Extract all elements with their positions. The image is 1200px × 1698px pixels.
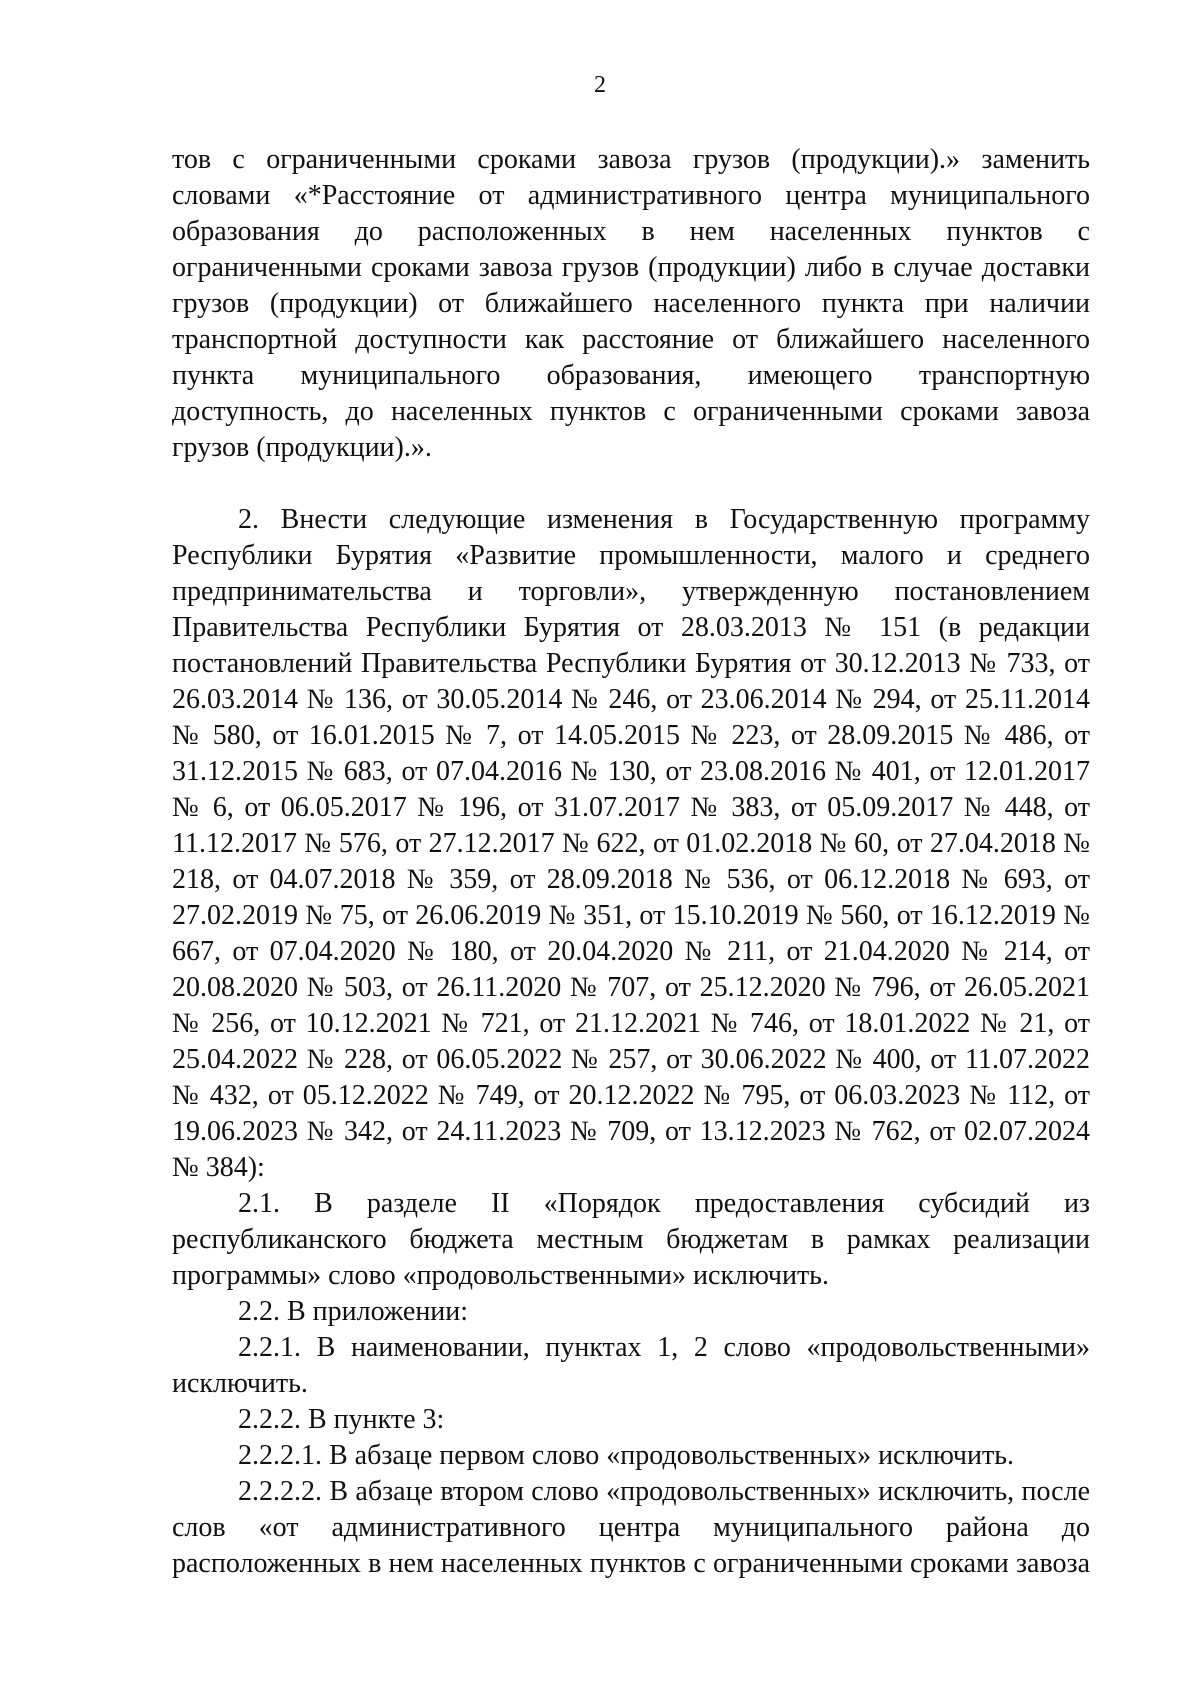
paragraph-item-2-2-2-2: 2.2.2.2. В абзаце втором слово «продовольственных» исключить, после слов «от административного центра муниципального района до расположенных в нем населенных пунктов с ограниченными сроками завоза: [172, 1476, 1090, 1579]
paragraph-item-2-2-2: 2.2.2. В пункте 3:: [238, 1404, 445, 1435]
paragraph-item-2-1: 2.1. В разделе II «Порядок предоставления субсидий из республиканского бюджета местным бюджетам в рамках реализации программы» слово «продовольственными» исключить.: [172, 1188, 1090, 1291]
paragraph-continuation: тов с ограниченными сроками завоза грузов (продукции).» заменить словами «*Расстояние от административного центра муниципального образования до расположенных в нем населенных пунктов с ограниченными сроками завоза грузов (продукции) либо в случае доставки грузов (продукции) от ближайшего населенного пункта при наличии транспортной доступности как расстояние от ближайшего населенного пункта муниципального образования, имеющего транспортную доступность, до населенных пунктов с ограниченными сроками завоза грузов (продукции).».: [172, 144, 1090, 463]
page-number: 2: [594, 72, 606, 98]
document-body: [172, 142, 1090, 1582]
paragraph-item-2-2-1: 2.2.1. В наименовании, пунктах 1, 2 слово «продовольственными» исключить.: [172, 1332, 1090, 1399]
paragraph-item-2-2: 2.2. В приложении:: [238, 1296, 469, 1327]
paragraph-item-2-2-2-1: 2.2.2.1. В абзаце первом слово «продовольственных» исключить.: [238, 1440, 1014, 1471]
paragraph-item-2: 2. Внести следующие изменения в Государственную программу Республики Бурятия «Развитие промышленности, малого и среднего предпринимательства и торговли», утвержденную постановлением Правительства Республики Бурятия от 28.03.2013 № 151 (в редакции постановлений Правительства Республики Бурятия от 30.12.2013 № 733, от 26.03.2014 № 136, от 30.05.2014 № 246, от 23.06.2014 № 294, от 25.11.2014 № 580, от 16.01.2015 № 7, от 14.05.2015 № 223, от 28.09.2015 № 486, от 31.12.2015 № 683, от 07.04.2016 № 130, от 23.08.2016 № 401, от 12.01.2017 № 6, от 06.05.2017 № 196, от 31.07.2017 № 383, от 05.09.2017 № 448, от 11.12.2017 № 576, от 27.12.2017 № 622, от 01.02.2018 № 60, от 27.04.2018 № 218, от 04.07.2018 № 359, от 28.09.2018 № 536, от 06.12.2018 № 693, от 27.02.2019 № 75, от 26.06.2019 № 351, от 15.10.2019 № 560, от 16.12.2019 № 667, от 07.04.2020 № 180, от 20.04.2020 № 211, от 21.04.2020 № 214, от 20.08.2020 № 503, от 26.11.2020 № 707, от 25.12.2020 № 796, от 26.05.2021 № 256, от 10.12.2021 № 721, от 21.12.2021 № 746, от 18.01.2022 № 21, от 25.04.2022 № 228, от 06.05.2022 № 257, от 30.06.2022 № 400, от 11.07.2022 № 432, от 05.12.2022 № 749, от 20.12.2022 № 795, от 06.03.2023 № 112, от 19.06.2023 № 342, от 24.11.2023 № 709, от 13.12.2023 № 762, от 02.07.2024 № 384):: [172, 504, 1090, 1183]
